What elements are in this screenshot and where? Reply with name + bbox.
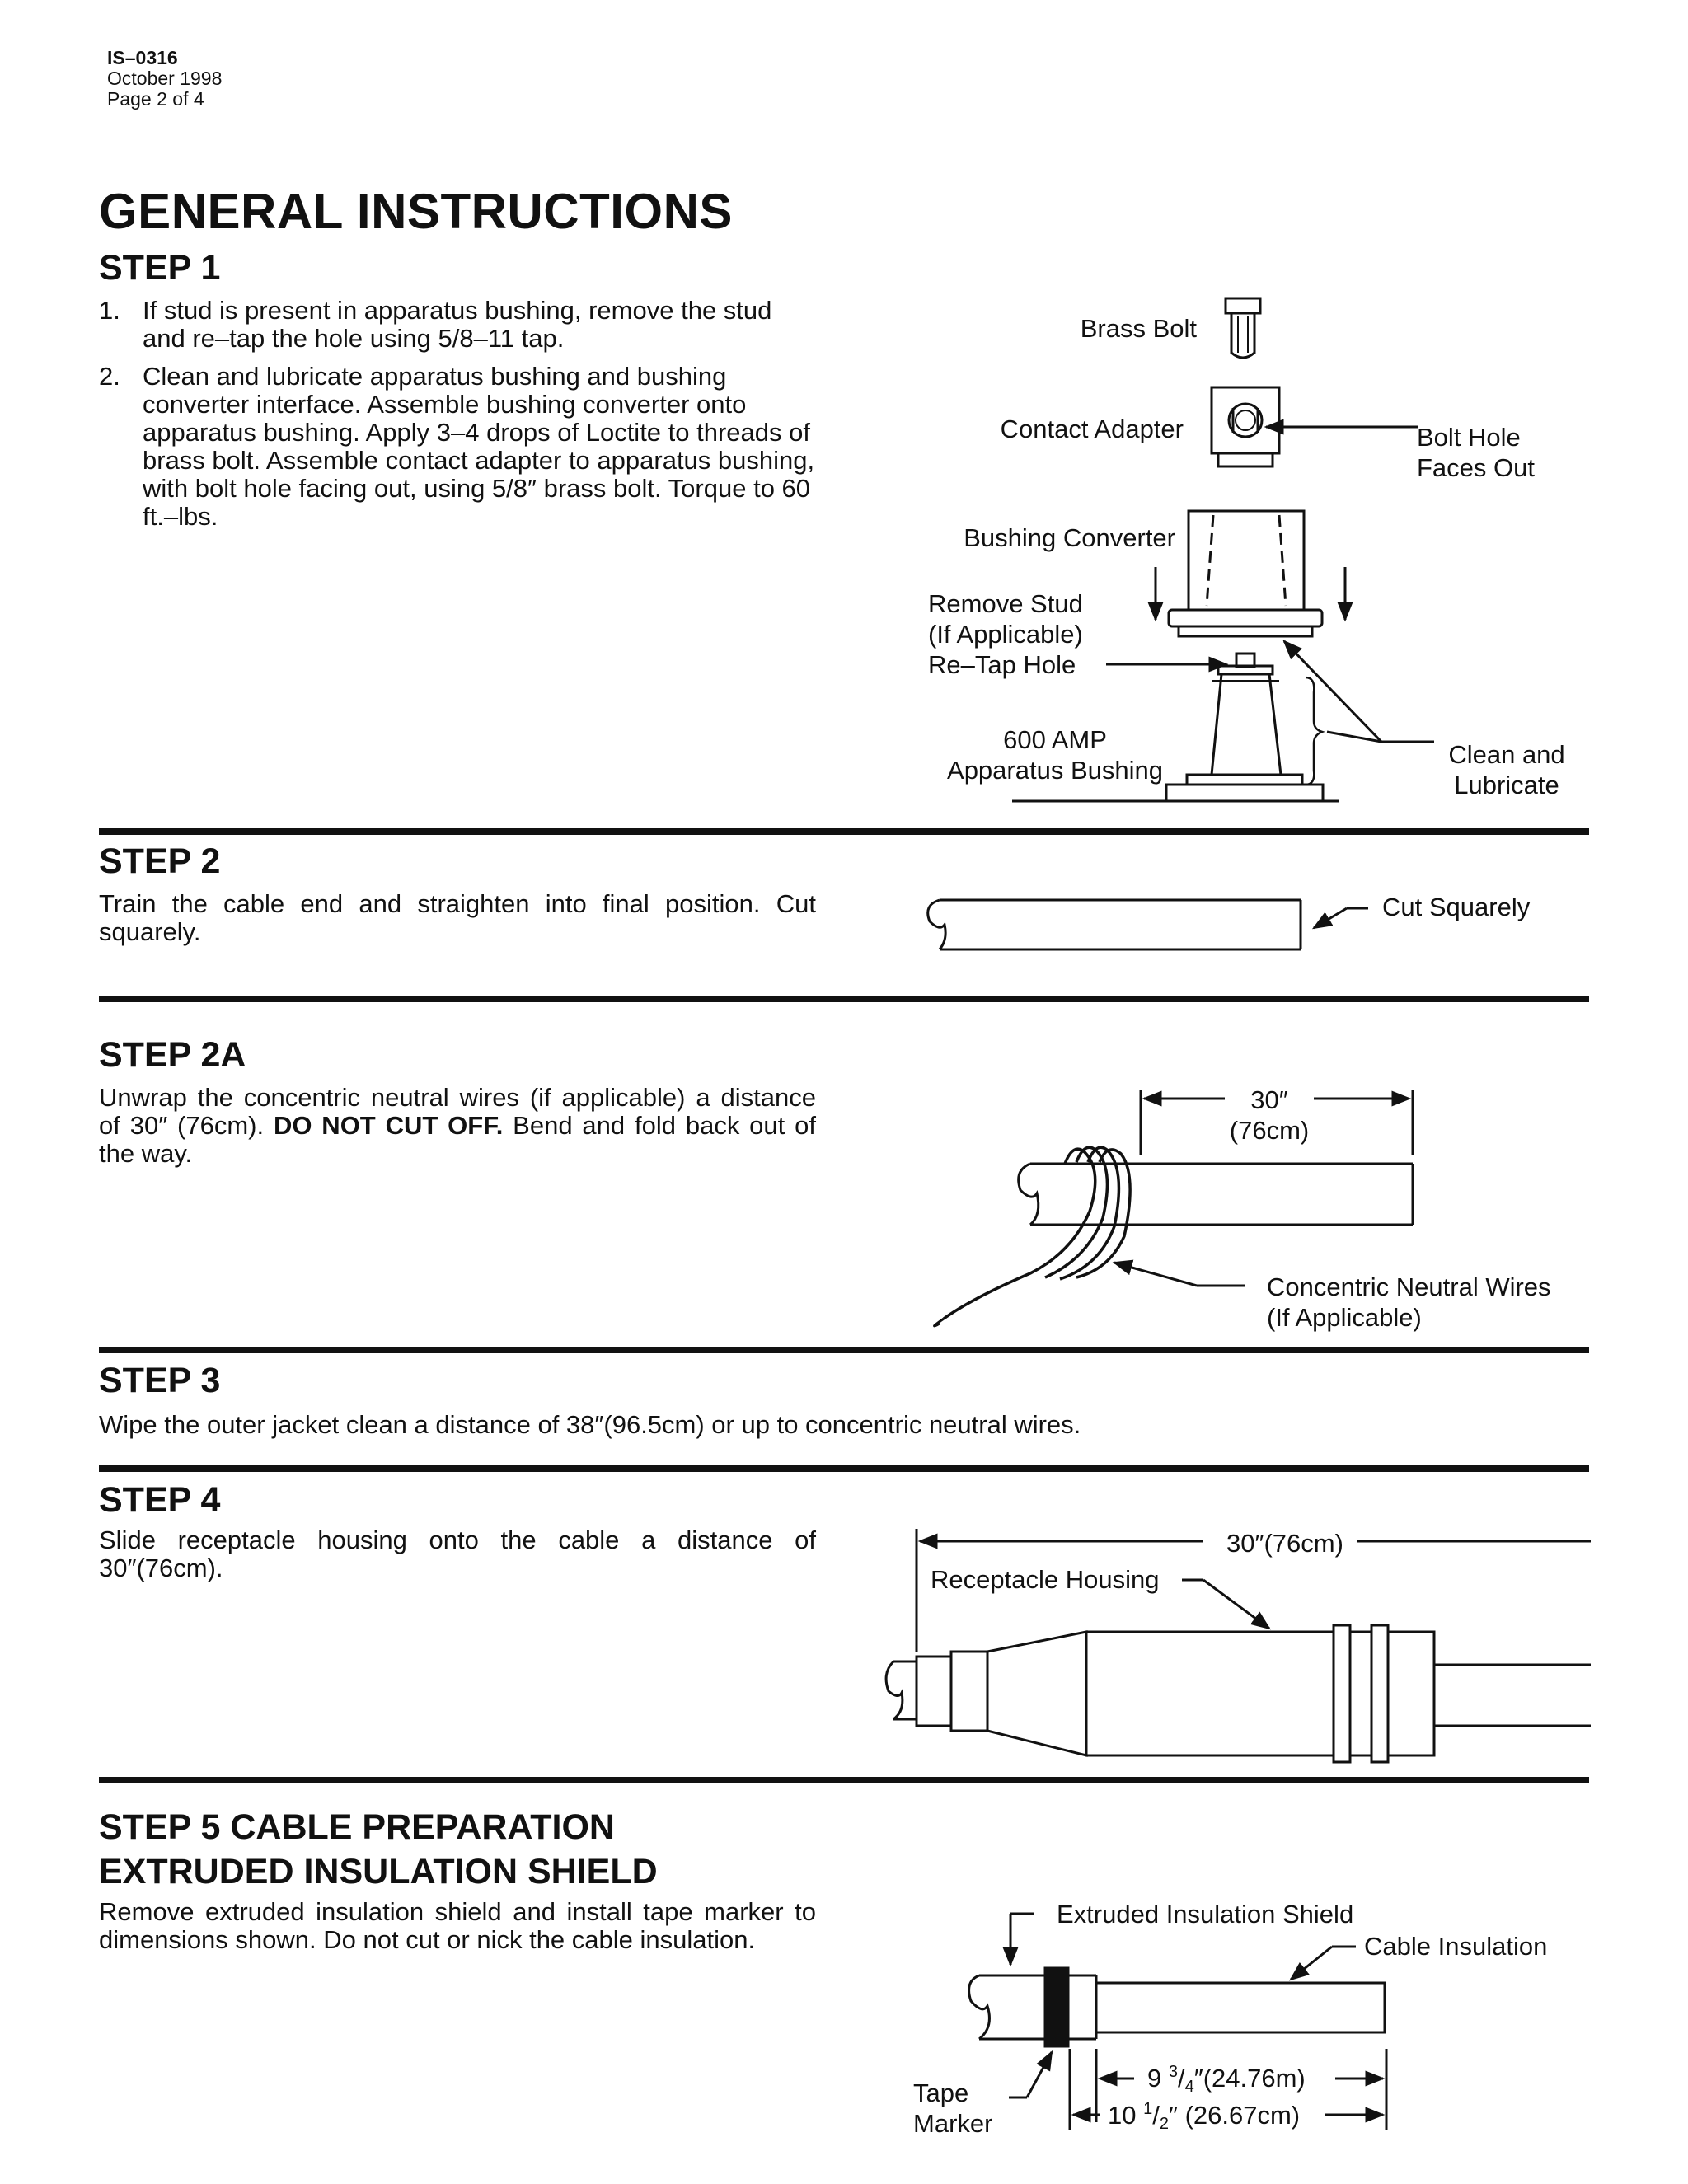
label-cut-squarely: Cut Squarely	[1382, 893, 1531, 921]
dim1-num: 3	[1168, 2063, 1178, 2081]
label-clean-1: Clean and	[1448, 740, 1565, 769]
label-clean-2: Lubricate	[1454, 771, 1559, 799]
step2a-warning: DO NOT CUT OFF.	[273, 1111, 504, 1140]
cable-drawing	[928, 900, 1301, 949]
bushing-converter-drawing	[1169, 511, 1322, 636]
dim1-slash: /	[1177, 2064, 1185, 2093]
dim1-den: 4	[1184, 2078, 1194, 2096]
label-bolt-hole-2: Faces Out	[1417, 453, 1535, 482]
document-id: IS–0316	[107, 47, 178, 68]
dimension-76cm: (76cm)	[1229, 1116, 1310, 1145]
step2a-figure-labels	[1230, 1085, 1551, 1332]
dimension-10-1-2	[1108, 2100, 1300, 2133]
step5-figure	[969, 1914, 1386, 2130]
dim2-slash: /	[1152, 2101, 1160, 2130]
concentric-wires-drawing	[935, 1147, 1131, 1326]
dim2-whole: 10	[1108, 2101, 1144, 2130]
label-apparatus-bushing: Apparatus Bushing	[947, 756, 1163, 785]
dim1-whole: 9	[1147, 2064, 1169, 2093]
step4-heading: STEP 4	[99, 1480, 221, 1520]
step2-heading: STEP 2	[99, 841, 221, 881]
step1-item-1-text: If stud is present in apparatus bushing, remove the stud and re–tap the hole using 5/8–11 tap.	[143, 296, 772, 353]
label-remove-stud-1: Remove Stud	[928, 589, 1083, 618]
cable-prep-drawing	[969, 1968, 1385, 2046]
step5-figure-labels	[913, 1900, 1547, 2138]
label-600-amp: 600 AMP	[1003, 725, 1107, 754]
step2a-text-part2: Bend and fold back out of the way.	[99, 1111, 816, 1168]
dim1-rest: ″(24.76m)	[1193, 2064, 1306, 2093]
step4-text: Slide receptacle housing onto the cable a distance of 30″(76cm).	[99, 1526, 816, 1582]
label-tape-1: Tape	[913, 2079, 969, 2107]
dimension-30in: 30″	[1250, 1085, 1288, 1114]
label-bolt-hole-1: Bolt Hole	[1417, 423, 1521, 452]
label-remove-stud-2: (If Applicable)	[928, 620, 1083, 649]
receptacle-housing-drawing	[886, 1625, 1591, 1762]
page-number: Page 2 of 4	[107, 88, 204, 110]
step3-text: Wipe the outer jacket clean a distance of 38″(96.5cm) or up to concentric neutral wires.	[99, 1410, 1081, 1439]
step5-heading-2: EXTRUDED INSULATION SHIELD	[99, 1852, 658, 1891]
cable-drawing	[1019, 1164, 1413, 1225]
label-concentric-wires-2: (If Applicable)	[1267, 1303, 1422, 1332]
step2a-text-part1: Unwrap the concentric neutral wires (if applicable) a distance of 30″ (76cm).	[99, 1083, 816, 1140]
label-brass-bolt: Brass Bolt	[1080, 314, 1197, 343]
label-tape-2: Marker	[913, 2109, 993, 2138]
step5-text: Remove extruded insulation shield and install tape marker to dimensions shown. Do not cut or nick the cable insulation.	[99, 1897, 816, 1954]
step4-figure-labels	[931, 1529, 1343, 1594]
label-concentric-wires-1: Concentric Neutral Wires	[1267, 1272, 1551, 1301]
step5-heading-1: STEP 5 CABLE PREPARATION	[99, 1807, 615, 1847]
step4-figure	[886, 1529, 1591, 1762]
step1-item-1-num: 1.	[99, 296, 120, 325]
step1-item-2-num: 2.	[99, 362, 120, 391]
step2a-heading: STEP 2A	[99, 1035, 246, 1075]
step2-figure	[928, 900, 1368, 949]
dimension-9-3-4	[1147, 2063, 1306, 2096]
step3-heading: STEP 3	[99, 1361, 221, 1400]
dim2-rest: ″ (26.67cm)	[1168, 2101, 1301, 2130]
dim2-den: 2	[1159, 2115, 1169, 2133]
step2-text: Train the cable end and straighten into final position. Cut squarely.	[99, 889, 816, 946]
dimension-30in-76cm: 30″(76cm)	[1226, 1529, 1343, 1558]
step1-item-2-text: Clean and lubricate apparatus bushing and bushing converter interface. Assemble bushing converter onto apparatus bushing. Apply 3–4 drops of Loctite to threads of brass bolt. Assemble contact adapter to apparatus bushing, with bolt hole facing out, using 5/8″ brass bolt. Torque to 60 ft.–lbs.	[143, 362, 815, 531]
document-date: October 1998	[107, 68, 223, 89]
label-extruded-shield: Extruded Insulation Shield	[1057, 1900, 1354, 1929]
dim2-num: 1	[1143, 2100, 1153, 2118]
label-contact-adapter: Contact Adapter	[1000, 415, 1184, 443]
label-receptacle-housing: Receptacle Housing	[931, 1565, 1160, 1594]
label-cable-insulation: Cable Insulation	[1364, 1932, 1548, 1961]
step1-heading: STEP 1	[99, 248, 221, 288]
label-remove-stud-3: Re–Tap Hole	[928, 650, 1076, 679]
page-title: GENERAL INSTRUCTIONS	[99, 184, 733, 239]
brass-bolt-drawing	[1226, 298, 1260, 358]
label-bushing-converter: Bushing Converter	[964, 523, 1175, 552]
